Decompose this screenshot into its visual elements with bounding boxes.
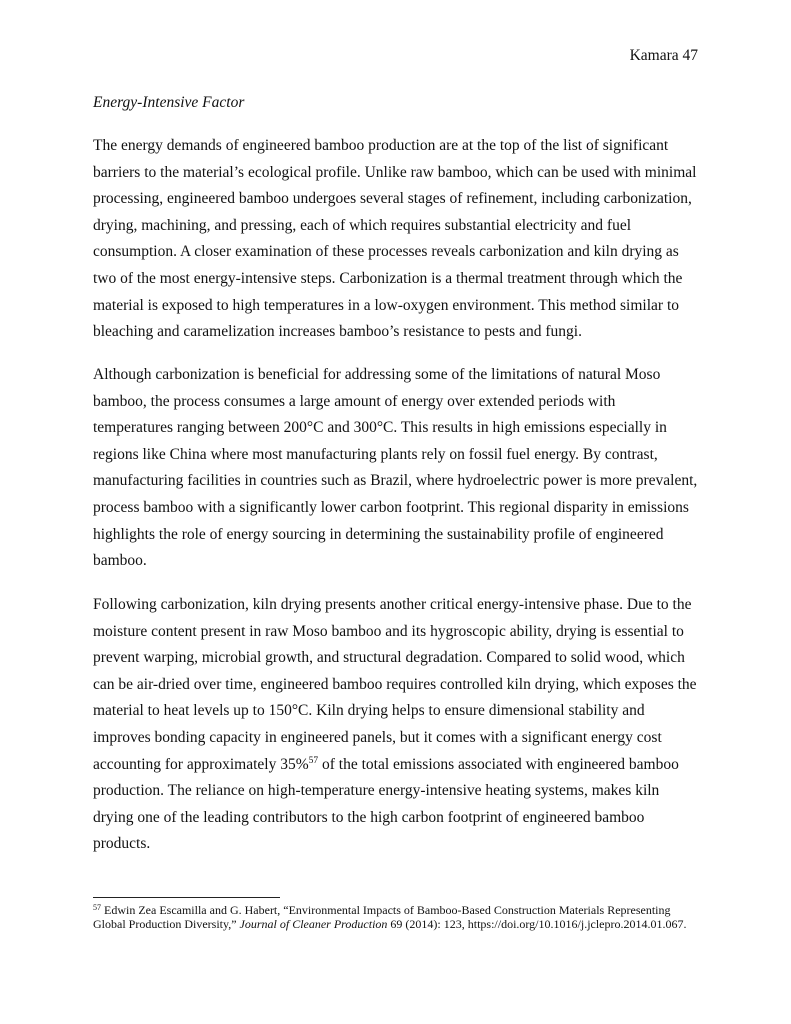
footnote-number: 57 bbox=[93, 903, 101, 912]
paragraph-3-text-before: Following carbonization, kiln drying presents another critical energy-intensive phase. Due to the moisture content present in raw Moso bamboo and its hygroscopic ability, drying is essential to prevent warping, microbial growth, and structural degradation. Compared to solid wood, which can be air-dried over time, engineered bamboo requires controlled kiln drying, which exposes the material to heat levels up to 150°C. Kiln drying helps to ensure dimensional stability and improves bonding capacity in engineered panels, but it comes with a significant energy cost accounting for approximately 35% bbox=[93, 596, 697, 773]
footnote bbox=[93, 903, 703, 931]
paragraph-3-text-after: of the total emissions associated with engineered bamboo production. The reliance on high-temperature energy-intensive heating systems, makes kiln drying one of the leading contributors to the high carbon footprint of engineered bamboo products. bbox=[93, 755, 679, 853]
footnote-journal-title: Journal of Cleaner Production bbox=[239, 917, 388, 931]
section-heading: Energy-Intensive Factor bbox=[93, 94, 245, 111]
footnote-text-after: 69 (2014): 123, https://doi.org/10.1016/j.jclepro.2014.01.067. bbox=[387, 917, 687, 931]
body-paragraph-3 bbox=[93, 592, 698, 858]
footnote-text-before: Edwin Zea Escamilla and G. Habert, “Environmental Impacts of Bamboo-Based Construction Materials Representing Global Production Diversity,” bbox=[93, 903, 671, 931]
body-paragraph-1: The energy demands of engineered bamboo production are at the top of the list of significant barriers to the material’s ecological profile. Unlike raw bamboo, which can be used with minimal processing, engineered bamboo undergoes several stages of refinement, including carbonization, drying, machining, and pressing, each of which requires substantial electricity and fuel consumption. A closer examination of these processes reveals carbonization and kiln drying as two of the most energy-intensive steps. Carbonization is a thermal treatment through which the material is exposed to high temperatures in a low-oxygen environment. This method similar to bleaching and caramelization increases bamboo’s resistance to pests and fungi. bbox=[93, 137, 697, 341]
footnote-divider bbox=[93, 897, 280, 898]
running-head: Kamara 47 bbox=[629, 47, 698, 64]
footnote-reference[interactable]: 57 bbox=[308, 755, 319, 766]
body-paragraph-2: Although carbonization is beneficial for addressing some of the limitations of natural Moso bamboo, the process consumes a large amount of energy over extended periods with temperatures ranging between 200°C and 300°C. This results in high emissions especially in regions like China where most manufacturing plants rely on fossil fuel energy. By contrast, manufacturing facilities in countries such as Brazil, where hydroelectric power is more prevalent, process bamboo with a significantly lower carbon footprint. This regional disparity in emissions highlights the role of energy sourcing in determining the sustainability profile of engineered bamboo. bbox=[93, 366, 698, 570]
